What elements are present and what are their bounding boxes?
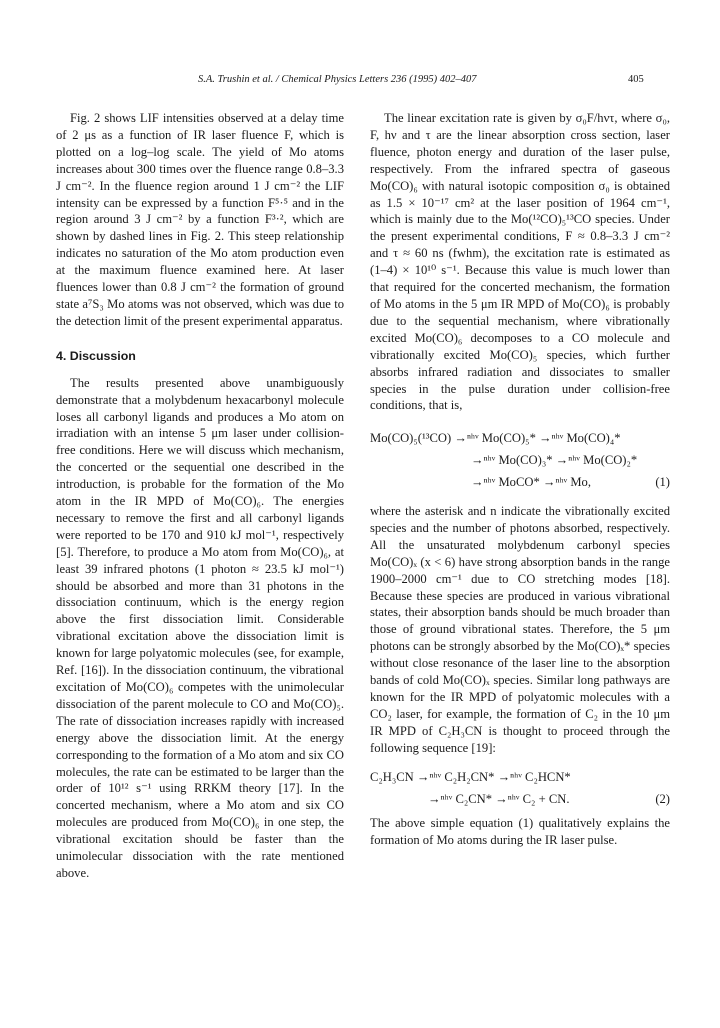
equation-2-line-2: →ⁿʰᵛ C₂CN* →ⁿʰᵛ C₂ + CN. [428,791,570,806]
equation-2 [370,769,670,808]
running-title: S.A. Trushin et al. / Chemical Physics Letters 236 (1995) 402–407 [198,74,477,85]
page-number: 405 [628,74,644,85]
left-column [56,110,344,882]
right-column [370,110,670,849]
results-paragraph: Fig. 2 shows LIF intensities observed at a delay time of 2 μs as a function of IR laser fluence F, which is plotted on a log–log scale. The yield of Mo atoms increases about 300 times over the fluence range 0.8–3.3 J cm⁻². In the fluence region around 1 J cm⁻² the LIF intensity can be expressed by a function F⁵·⁵ and in the region around 3 J cm⁻² by a function F³·², which are shown by dashed lines in Fig. 2. This steep relationship indicates no saturation of the Mo atom production even at the maximum fluence examined here. At laser fluences lower than 0.8 J cm⁻² the formation of ground state a⁷S₃ Mo atoms was not observed, which was due to the detection limit of the present experimental apparatus. [56,111,344,328]
equation-1-line-3: →ⁿʰᵛ MoCO* →ⁿʰᵛ Mo, [471,475,591,490]
asterisk-paragraph: where the asterisk and n indicate the vibrationally excited species and the number of photons absorbed, respectively. All the unsaturated molybdenum carbonyl species Mo(CO)ₓ (x < 6) have strong absorption bands in the range 1900–2000 cm⁻¹ due to CO stretching modes [18]. Because these species are produced in various vibrational states, their absorption bands should be much broader than those of ground vibrational states. Therefore, the 5 μm photons can be strongly absorbed by the Mo(CO)ₓ* species without close resonance of the laser line to the absorption bands of cold Mo(CO)ₓ species. Similar long pathways are known for the IR MPD of polyatomic molecules with a CO₂ laser, for example, the formation of C₂ in the 10 μm IR MPD of C₂H₃CN is thought to proceed through the following sequence [19]: [370,504,670,755]
discussion-paragraph: The results presented above unambiguously demonstrate that a molybdenum hexacarbonyl molecule loses all carbonyl ligands and produces a Mo atom on irradiation with an intense 5 μm laser under collision-free conditions. Here we will discuss which mechanism, the concerted or the sequential one described in the introduction, is probable for the formation of the Mo atom in the IR MPD of Mo(CO)₆. The energies necessary to remove the first and all carbonyl ligands were reported to be 170 and 910 kJ mol⁻¹, respectively [5]. Therefore, to produce a Mo atom from Mo(CO)₆, at least 39 infrared photons (1 photon ≈ 23.5 kJ mol⁻¹) should be absorbed and more than 31 photons in the dissociation continuum, which is the energy region above the first dissociation limit. Considerable vibrational excitation above the dissociation limit is known for large polyatomic molecules (see, for example, Ref. [16]). In the dissociation continuum, the vibrational excitation of Mo(CO)₆ competes with the unimolecular dissociation of the parent molecule to CO and Mo(CO)₅. The rate of dissociation increases rapidly with increased energy above the dissociation limit. At the energy corresponding to the formation of a Mo atom and six CO molecules, the rate can be estimated to be larger than the order of 10¹² s⁻¹ using RRKM theory [17]. In the concerted mechanism, where a Mo atom and six CO molecules are produced from Mo(CO)₆ in one step, the vibrational excitation should be faster than the unimolecular dissociation with the rate mentioned above. [56,375,344,880]
equation-1 [370,430,670,491]
excitation-rate-paragraph: The linear excitation rate is given by σ₀F/hντ, where σ₀, F, hν and τ are the linear absorption cross section, laser fluence, photon energy and duration of the laser pulse, respectively. From the infrared spectra of gaseous Mo(CO)₆ with natural isotopic composition σ₀ is obtained as 1.5 × 10⁻¹⁷ cm² at the laser position of 1964 cm⁻¹, which is mainly due to the Mo(¹²CO)₅¹³CO species. Under the present experimental conditions, F ≈ 0.8–3.3 J cm⁻² and τ ≈ 60 ns (fwhm), the excitation rate is estimated as (1–4) × 10¹⁰ s⁻¹. Because this value is much lower than that required for the concerted mechanism, the formation of Mo atoms in the 5 μm IR MPD of Mo(CO)₆ is probably due to the sequential mechanism, where vibrationally excited Mo(CO)₆ decomposes to a CO molecule and vibrationally excited Mo(CO)₅ species, which further absorbs infrared radiation and dissociates to smaller species in the pulse duration under collision-free conditions, that is, [370,111,670,413]
conclusion-paragraph: The above simple equation (1) qualitatively explains the formation of Mo atoms during the IR laser pulse. [370,816,670,848]
equation-1-line-1: Mo(CO)₅(¹³CO) →ⁿʰᵛ Mo(CO)₅* →ⁿʰᵛ Mo(CO)₄* [370,431,621,446]
equation-2-number: (2) [655,791,670,806]
section-heading: 4. Discussion [56,348,136,363]
equation-1-number: (1) [655,475,670,490]
running-header [0,74,720,90]
equation-1-line-2: →ⁿʰᵛ Mo(CO)₃* →ⁿʰᵛ Mo(CO)₂* [471,453,638,468]
equation-2-line-1: C₂H₃CN →ⁿʰᵛ C₂H₂CN* →ⁿʰᵛ C₂HCN* [370,769,571,784]
